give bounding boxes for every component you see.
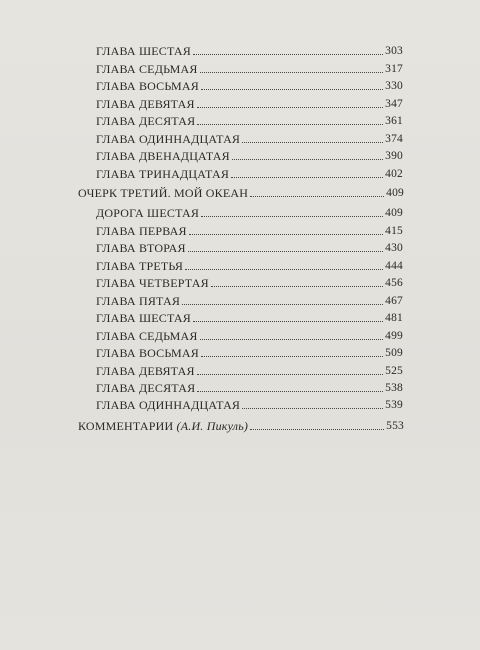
comments-label: КОММЕНТАРИИ xyxy=(78,419,174,433)
toc-entry-page: 539 xyxy=(385,399,403,411)
toc-entry-title: ГЛАВА ВТОРАЯ xyxy=(96,241,186,255)
dot-leader xyxy=(189,234,383,235)
toc-entry-page: 415 xyxy=(385,225,403,237)
toc-entry-title: ГЛАВА ШЕСТАЯ xyxy=(96,311,191,325)
toc-entry-title: ГЛАВА ТРЕТЬЯ xyxy=(96,259,184,273)
comments-author: (А.И. Пикуль) xyxy=(176,419,249,433)
toc-entry-page: 456 xyxy=(385,277,403,289)
toc-entry xyxy=(96,60,403,76)
toc-entry xyxy=(96,274,403,290)
toc-entry xyxy=(96,112,403,128)
toc-entry-title: ГЛАВА ДЕСЯТАЯ xyxy=(96,114,196,128)
dot-leader xyxy=(250,429,384,430)
toc-entry-page: 481 xyxy=(385,312,403,324)
dot-leader xyxy=(231,177,383,178)
toc-entry-title: ГЛАВА ШЕСТАЯ xyxy=(96,44,191,58)
toc-entry-title: ГЛАВА ЧЕТВЕРТАЯ xyxy=(96,276,209,290)
toc-entry xyxy=(96,292,403,308)
toc-entry-title: ГЛАВА ТРИНАДЦАТАЯ xyxy=(96,167,230,181)
dot-leader xyxy=(197,391,383,392)
toc-section-title: ОЧЕРК ТРЕТИЙ. МОЙ ОКЕАН xyxy=(78,186,249,200)
toc-section-page: 409 xyxy=(386,187,404,199)
dot-leader xyxy=(197,107,383,108)
dot-leader xyxy=(250,196,384,197)
toc-section-heading xyxy=(78,184,404,200)
dot-leader xyxy=(201,216,383,217)
toc-entry xyxy=(96,396,403,412)
dot-leader xyxy=(193,321,383,322)
toc-entry-title: ГЛАВА ДЕВЯТАЯ xyxy=(96,364,195,378)
toc-entry xyxy=(96,130,403,146)
toc-entry xyxy=(96,327,403,343)
toc-entry xyxy=(96,379,403,395)
toc-entry-title: ГЛАВА СЕДЬМАЯ xyxy=(96,62,198,76)
toc-entry-title: ДОРОГА ШЕСТАЯ xyxy=(96,206,200,220)
toc-section-page: 553 xyxy=(386,420,404,432)
toc-entry xyxy=(96,147,403,163)
toc-entry-title: ГЛАВА ДЕСЯТАЯ xyxy=(96,381,196,395)
toc-entry xyxy=(96,344,403,360)
toc-entry xyxy=(96,165,403,181)
dot-leader xyxy=(201,89,383,90)
dot-leader xyxy=(188,251,383,252)
toc-entry-page: 361 xyxy=(385,115,403,127)
toc-entry-page: 330 xyxy=(385,80,403,92)
dot-leader xyxy=(201,356,383,357)
toc-entry xyxy=(96,257,403,273)
toc-entry-page: 467 xyxy=(385,295,403,307)
toc-entry xyxy=(96,309,403,325)
toc-entry-page: 402 xyxy=(385,168,403,180)
toc-entry-title: ГЛАВА ПЕРВАЯ xyxy=(96,224,187,238)
toc-entry-page: 409 xyxy=(385,207,403,219)
toc-entry xyxy=(96,239,403,255)
dot-leader xyxy=(182,304,383,305)
toc-entry-title: ГЛАВА ДЕВЯТАЯ xyxy=(96,97,195,111)
dot-leader xyxy=(200,339,384,340)
dot-leader xyxy=(232,159,383,160)
toc-entry xyxy=(96,95,403,111)
toc-entry-title: ГЛАВА СЕДЬМАЯ xyxy=(96,329,198,343)
toc-entry-page: 538 xyxy=(385,382,403,394)
toc-entry-page: 509 xyxy=(385,347,403,359)
toc-entry-title: ГЛАВА ОДИННАДЦАТАЯ xyxy=(96,398,241,412)
toc-entry-title: ГЛАВА ДВЕНАДЦАТАЯ xyxy=(96,149,230,163)
toc-entry-page: 499 xyxy=(385,330,403,342)
toc-section-title xyxy=(78,419,248,433)
toc-entry-page: 390 xyxy=(385,150,403,162)
toc-entry-page: 525 xyxy=(385,365,403,377)
toc-entry-page: 317 xyxy=(385,63,403,75)
toc-entry xyxy=(96,42,403,58)
toc-entry-title: ГЛАВА ПЯТАЯ xyxy=(96,294,181,308)
dot-leader xyxy=(197,124,383,125)
dot-leader xyxy=(200,72,384,73)
dot-leader xyxy=(211,286,383,287)
toc-entry-page: 303 xyxy=(385,45,403,57)
dot-leader xyxy=(185,269,383,270)
toc-entry xyxy=(96,222,403,238)
dot-leader xyxy=(193,54,383,55)
toc-entry-page: 430 xyxy=(385,242,403,254)
dot-leader xyxy=(242,408,383,409)
dot-leader xyxy=(242,142,383,143)
toc-entry-page: 347 xyxy=(385,98,403,110)
toc-entry-page: 444 xyxy=(385,260,403,272)
toc-entry-title: ГЛАВА ОДИННАДЦАТАЯ xyxy=(96,132,241,146)
dot-leader xyxy=(197,374,383,375)
toc-entry-page: 374 xyxy=(385,133,403,145)
toc-entry xyxy=(96,362,403,378)
toc-entry xyxy=(96,204,403,220)
toc-section-heading xyxy=(78,417,404,433)
toc-entry xyxy=(96,77,403,93)
toc-entry-title: ГЛАВА ВОСЬМАЯ xyxy=(96,79,199,93)
toc-entry-title: ГЛАВА ВОСЬМАЯ xyxy=(96,346,199,360)
